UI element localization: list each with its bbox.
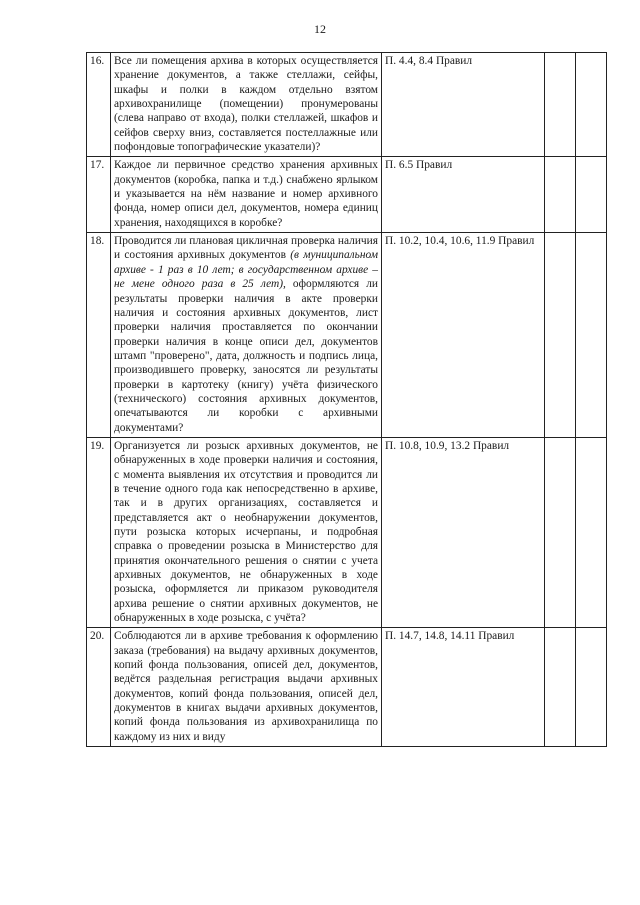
answer-cell-no [576, 53, 607, 157]
question-italic-note: (в муниципальном архиве - 1 раз в 10 лет; в государственном архиве – не мене одного раза в 25 лет), [114, 249, 378, 291]
row-number: 18. [87, 233, 111, 438]
checklist-table [86, 52, 607, 747]
rule-reference: П. 10.2, 10.4, 10.6, 11.9 Правил [382, 233, 545, 438]
row-number: 17. [87, 157, 111, 233]
question-text: Организуется ли розыск архивных документов, не обнаруженных в ходе проверки наличия и состояния, с момента выявления их отсутствия и проводится ли в течение одного года как непосредственно в архиве, так и в других организациях, составляется и представляется акт о необнаружении документов, пути розыска которых исчерпаны, и подробная справка о проведении розыска в Министерство для принятия окончательного решения о снятии с учета архивных документов, не обнаруженных в ходе розыска, оформляется ли приказом руководителя архива решение о снятии архивных документов, не обнаруженных в ходе розыска, с учёта? [111, 437, 382, 627]
row-number: 20. [87, 628, 111, 747]
answer-cell-no [576, 157, 607, 233]
row-number: 16. [87, 53, 111, 157]
question-text: Соблюдаются ли в архиве требования к оформлению заказа (требования) на выдачу архивных документов, копий фонда пользования, описей дел, документов, ведётся раздельная регистрация выдачи архивных документов, копий фонда пользования, описей дел, документов в книгах выдачи архивных документов, копий фонда пользования из архивохранилища по каждому из них и виду [111, 628, 382, 747]
table-row [87, 53, 607, 157]
rule-reference: П. 6.5 Правил [382, 157, 545, 233]
question-text-part: оформляются ли результаты проверки наличия в акте проверки наличия и состояния архивных документов, лист проверки наличия проставляется по окончании проверки наличия в конце описи дел, документов штамп "проверено", дата, должность и подпись лица, производившего проверку, заносятся ли результаты проверки в картотеку (книгу) учёта физического (технического) состояния архивных документов, опечатываются ли коробки с архивными документами? [114, 278, 378, 434]
page-number: 12 [314, 22, 326, 36]
row-number: 19. [87, 437, 111, 627]
table-row [87, 437, 607, 627]
question-text: Каждое ли первичное средство хранения архивных документов (коробка, папка и т.д.) снабжено ярлыком и указывается на нём название и номер архивного фонда, номер описи дел, документов, номера единиц хранения, находящихся в коробке? [111, 157, 382, 233]
answer-cell-no [576, 437, 607, 627]
question-text: Все ли помещения архива в которых осуществляется хранение документов, а также стеллажи, сейфы, шкафы и полки в каждом отдельно взятом архивохранилище (помещении) пронумерованы (слева направо от входа), полки стеллажей, шкафов и сейфов сверху вниз, составляется постеллажные или пофондовые топографические указатели)? [111, 53, 382, 157]
question-text [111, 233, 382, 438]
question-text-part: Проводится ли плановая цикличная проверка наличия и состояния архивных документов [114, 235, 378, 262]
rule-reference: П. 4.4, 8.4 Правил [382, 53, 545, 157]
rule-reference: П. 10.8, 10.9, 13.2 Правил [382, 437, 545, 627]
answer-cell-yes [545, 233, 576, 438]
answer-cell-yes [545, 157, 576, 233]
answer-cell-no [576, 628, 607, 747]
rule-reference: П. 14.7, 14.8, 14.11 Правил [382, 628, 545, 747]
answer-cell-no [576, 233, 607, 438]
answer-cell-yes [545, 53, 576, 157]
table-row [87, 157, 607, 233]
answer-cell-yes [545, 628, 576, 747]
table-row [87, 233, 607, 438]
answer-cell-yes [545, 437, 576, 627]
table-row [87, 628, 607, 747]
